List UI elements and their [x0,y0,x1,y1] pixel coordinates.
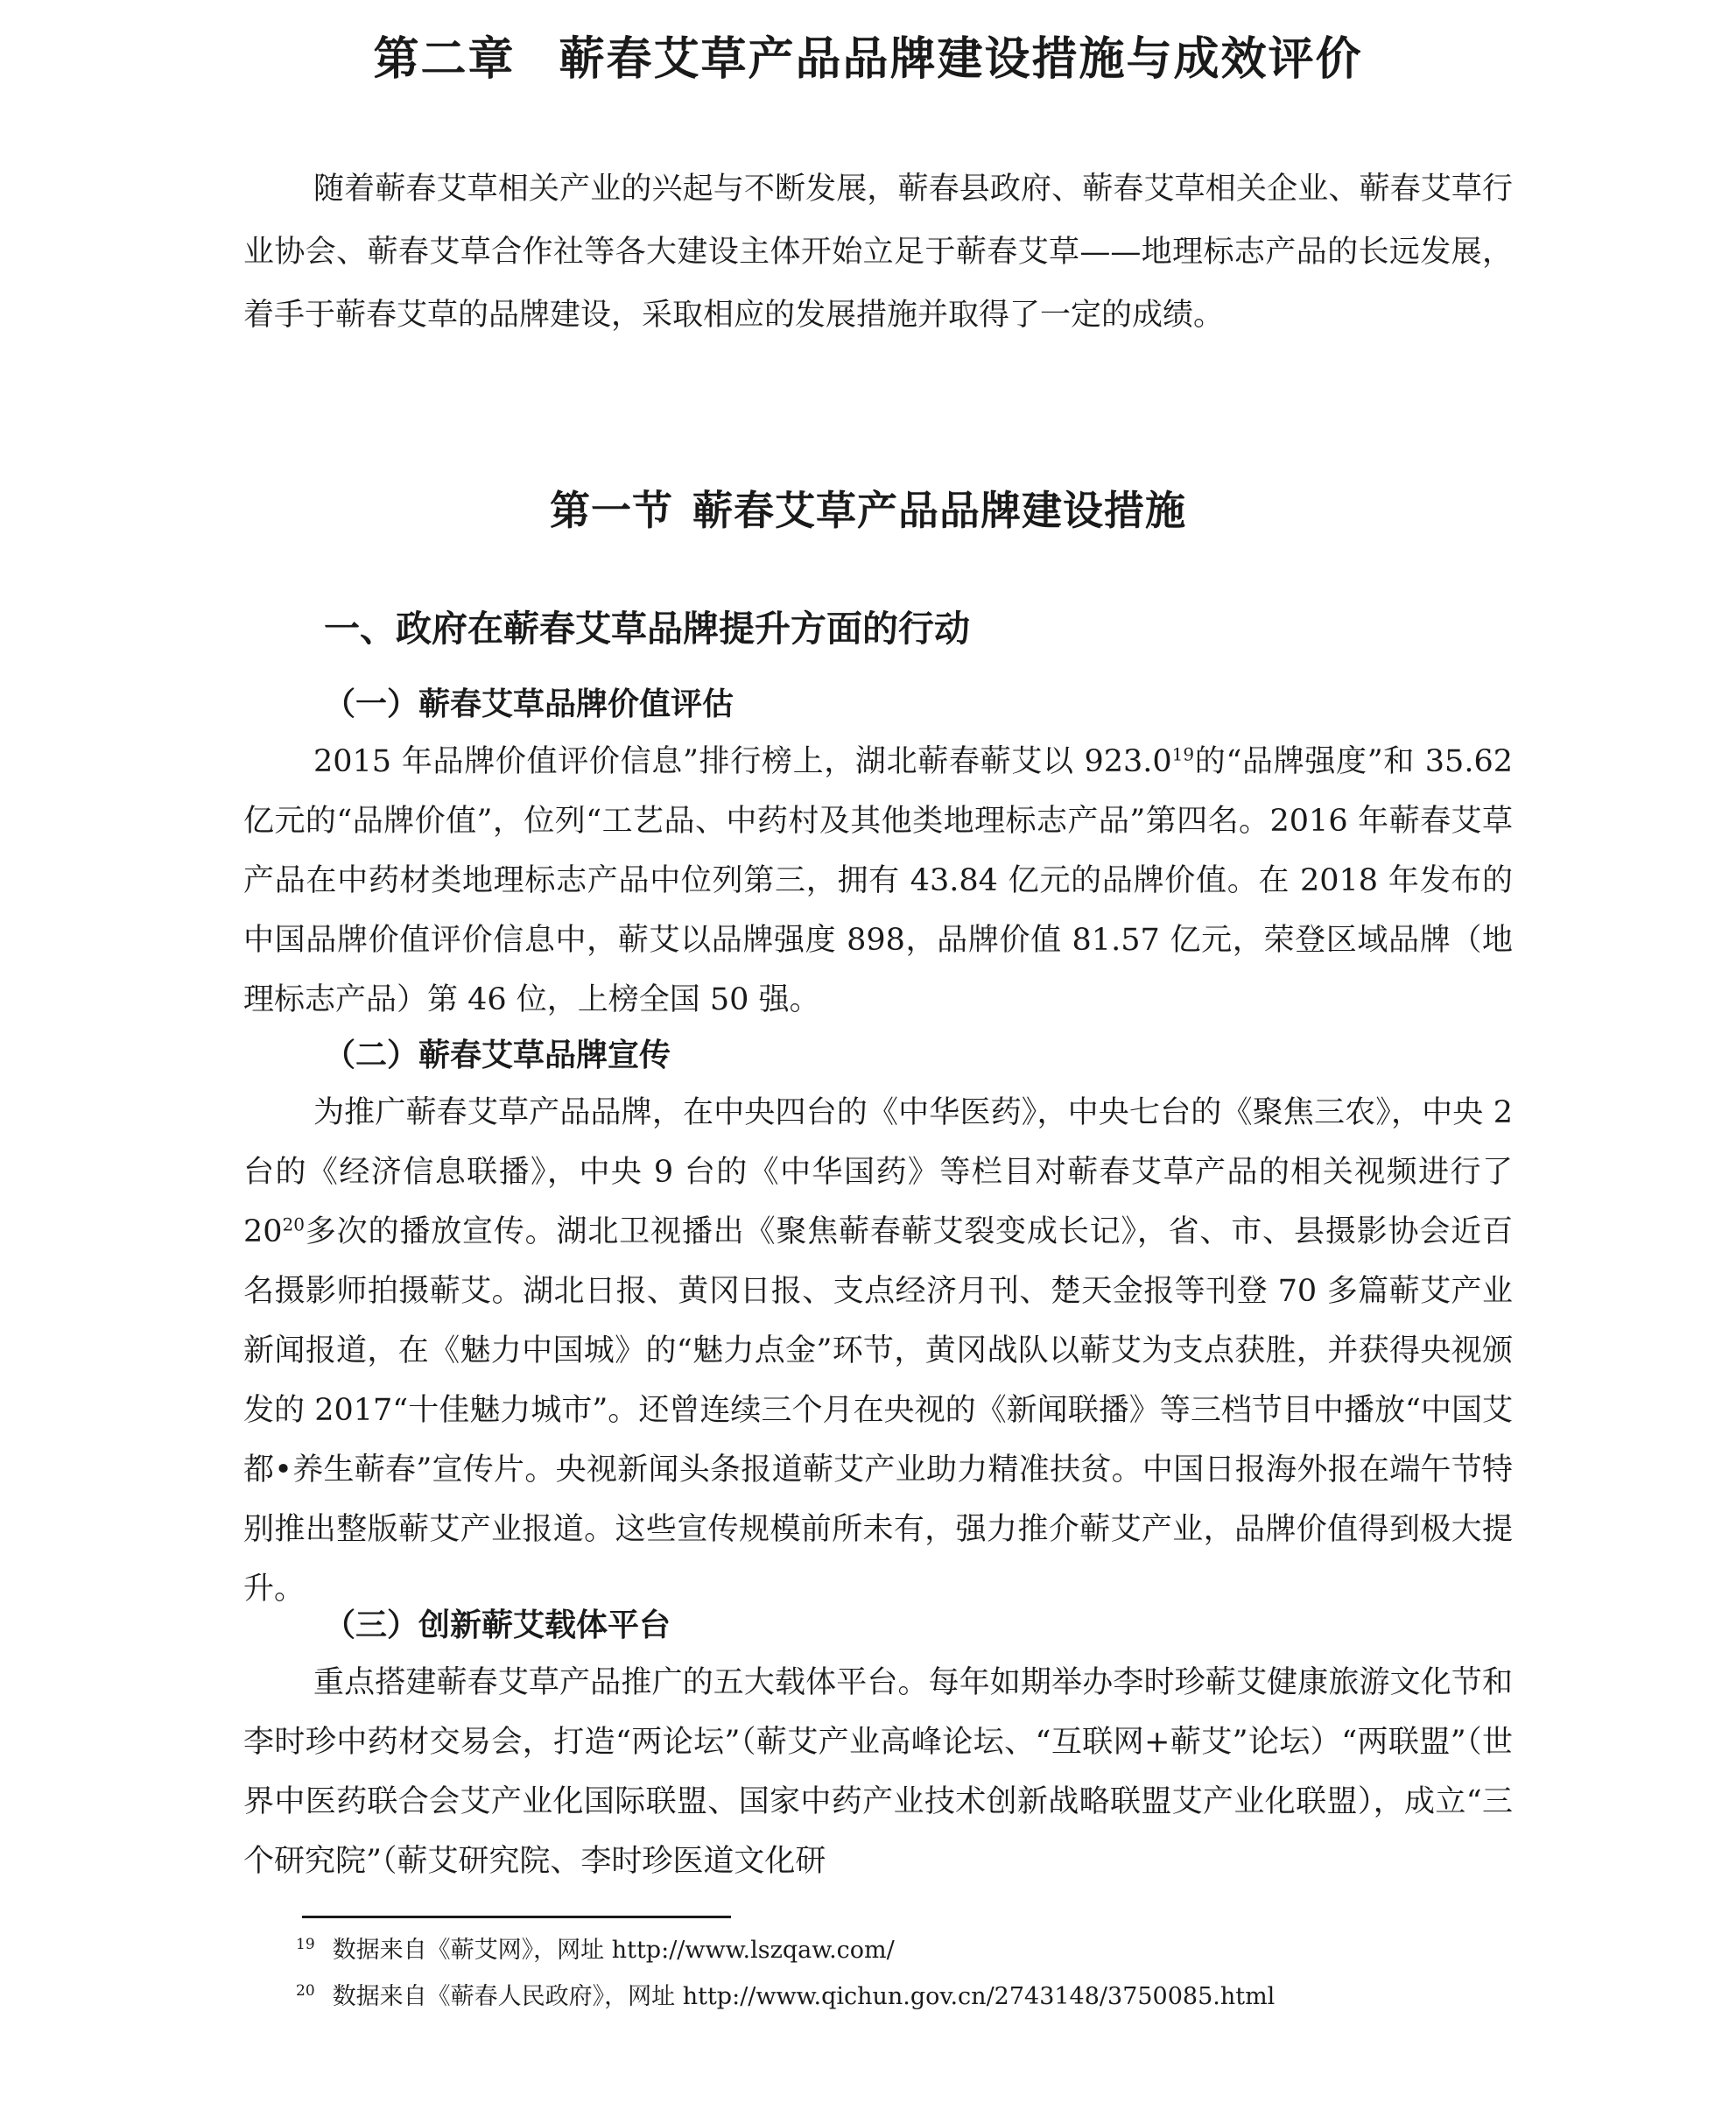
paragraph-brand-promotion: 为推广蕲春艾草产品品牌，在中央四台的《中华医药》，中央七台的《聚焦三农》，中央 2 台的《经济信息联播》，中央 9 台的《中华国药》等栏目对蕲春艾草产品的相关视频进行了 $20^{20}$多次的播放宣传。湖北卫视播出《聚焦蕲春蕲艾裂变成长记》，省、市、县摄影协会近百名摄影师拍摄蕲艾。湖北日报、黄冈日报、支点经济月刊、楚天金报等刊登 70 多篇蕲艾产业新闻报道，在《魅力中国城》的“魅力点金”环节，黄冈战队以蕲艾为支点获胜，并获得央视颁发的 2017“十佳魅力城市”。还曾连续三个月在央视的《新闻联播》等三档节目中播放“中国艾都•养生蕲春”宣传片。央视新闻头条报道蕲艾产业助力精准扶贫。中国日报海外报在端午节特别推出整版蕲艾产业报道。这些宣传规模前所未有，强力推介蕲艾产业，品牌价值得到极大提升。 [243,1095,1513,1607]
footnote-divider [302,1916,731,1918]
paragraph-brand-value: 2015 年品牌价值评价信息”排行榜上，湖北蕲春蕲艾以 923.0$^{19}$的“品牌强度”和 35.62 亿元的“品牌价值”，位列“工艺品、中药村及其他类地理标志产品”第四名。2016 年蕲春艾草产品在中药材类地理标志产品中位列第三，拥有 43.84 亿元的品牌价值。在 2018 年发布的中国品牌价值评价信息中，蕲艾以品牌强度 898，品牌价值 81.57 亿元，荣登区域品牌（地理标志产品）第 46 位，上榜全国 50 强。 [243,743,1513,1017]
section-number: 第一节 [550,487,673,534]
footnote-ref-20[interactable]: 20 [282,1213,305,1235]
subheading-brand-promotion: （二）蕲春艾草品牌宣传 [324,1037,671,1073]
subheading-brand-value: （一）蕲春艾草品牌价值评估 [324,686,734,722]
chapter-number: 第二章 [373,33,516,86]
intro-paragraph: 随着蕲春艾草相关产业的兴起与不断发展，蕲春县政府、蕲春艾草相关企业、蕲春艾草行业协会、蕲春艾草合作社等各大建设主体开始立足于蕲春艾草——地理标志产品的长远发展，着手于蕲春艾草的品牌建设，采取相应的发展措施并取得了一定的成绩。 [243,172,1513,333]
heading-level-1: 一、政府在蕲春艾草品牌提升方面的行动 [324,608,970,650]
footnote-19: $^{19}$ 数据来自《蕲艾网》，网址 http://www.lszqaw.com/ [296,1936,895,1964]
chapter-name: 蕲春艾草产品品牌建设措施与成效评价 [559,33,1363,86]
subheading-carrier-platform: （三）创新蕲艾载体平台 [324,1607,671,1643]
paragraph-carrier-platform: 重点搭建蕲春艾草产品推广的五大载体平台。每年如期举办李时珍蕲艾健康旅游文化节和李时珍中药材交易会，打造“两论坛”（蕲艾产业高峰论坛、“互联网+蕲艾”论坛）“两联盟”（世界中医药联合会艾产业化国际联盟、国家中药产业技术创新战略联盟艾产业化联盟），成立“三个研究院”（蕲艾研究院、李时珍医道文化研 [243,1665,1513,1879]
footnote-ref-19[interactable]: 19 [1171,743,1195,765]
footnote-20: $^{20}$ 数据来自《蕲春人民政府》，网址 http://www.qichun.gov.cn/2743148/3750085.html [296,1982,1276,2010]
section-name: 蕲春艾草产品品牌建设措施 [692,487,1186,534]
chapter-title [0,25,1736,95]
section-title [0,480,1736,541]
